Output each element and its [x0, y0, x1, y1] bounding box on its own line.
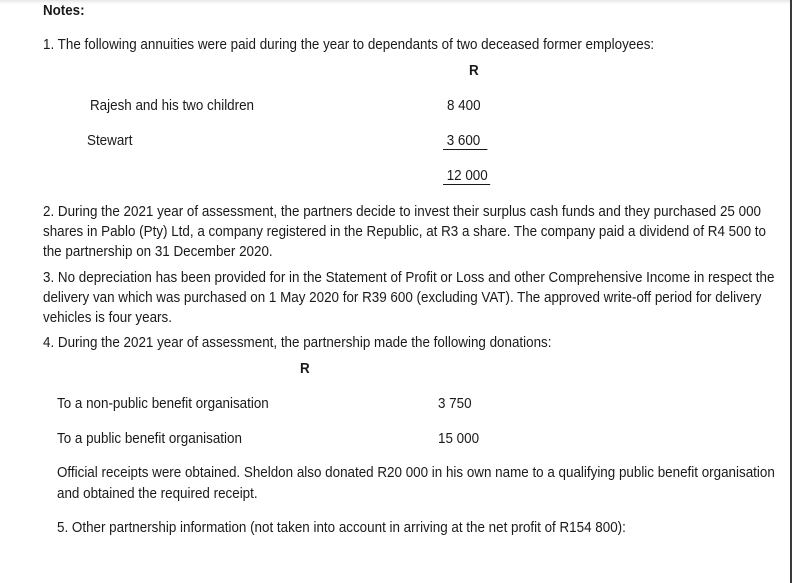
note-1-total-value: 12 000 [443, 169, 491, 185]
note-1-currency-header: R [469, 63, 479, 79]
notes-heading: Notes: [43, 3, 85, 19]
note-4-row-amount: 15 000 [438, 431, 480, 447]
note-4-row-amount: 3 750 [438, 396, 472, 412]
note-1-row-amount: 8 400 [447, 98, 481, 114]
note-4-after-line-1: Official receipts were obtained. Sheldon also donated R20 000 in his own name to a qualifying public benefit organisation [57, 465, 775, 481]
note-4-after-line-2: and obtained the required receipt. [57, 486, 258, 502]
note-3-line-2: delivery van which was purchased on 1 May 2020 for R39 600 (excluding VAT). The approved write-off period for delivery [43, 290, 762, 306]
note-1-total [443, 168, 491, 185]
note-3-line-3: vehicles is four years. [43, 310, 172, 326]
note-1-row-label: Stewart [87, 133, 133, 149]
note-1-row-label: Rajesh and his two children [90, 98, 255, 114]
note-4-row-label: To a non-public benefit organisation [57, 396, 269, 412]
note-4-currency-header: R [300, 361, 310, 377]
note-4-row-label: To a public benefit organisation [57, 431, 242, 447]
note-1-row-amount-underlined: 3 600 [443, 134, 488, 150]
note-1-row-amount [443, 133, 488, 150]
note-5-intro: 5. Other partnership information (not taken into account in arriving at the net profit of R154 800): [57, 520, 626, 536]
note-4-intro: 4. During the 2021 year of assessment, the partnership made the following donations: [43, 335, 552, 351]
note-3-line-1: 3. No depreciation has been provided for in the Statement of Profit or Loss and other Comprehensive Income in respect the [43, 270, 775, 286]
note-1-intro: 1. The following annuities were paid during the year to dependants of two deceased former employees: [43, 37, 655, 53]
note-2-line-1: 2. During the 2021 year of assessment, the partners decide to invest their surplus cash funds and they purchased 25 000 [43, 204, 762, 220]
note-2-line-2: shares in Pablo (Pty) Ltd, a company registered in the Republic, at R3 a share. The company paid a dividend of R4 500 to [43, 224, 766, 240]
note-2-line-3: the partnership on 31 December 2020. [43, 244, 273, 260]
